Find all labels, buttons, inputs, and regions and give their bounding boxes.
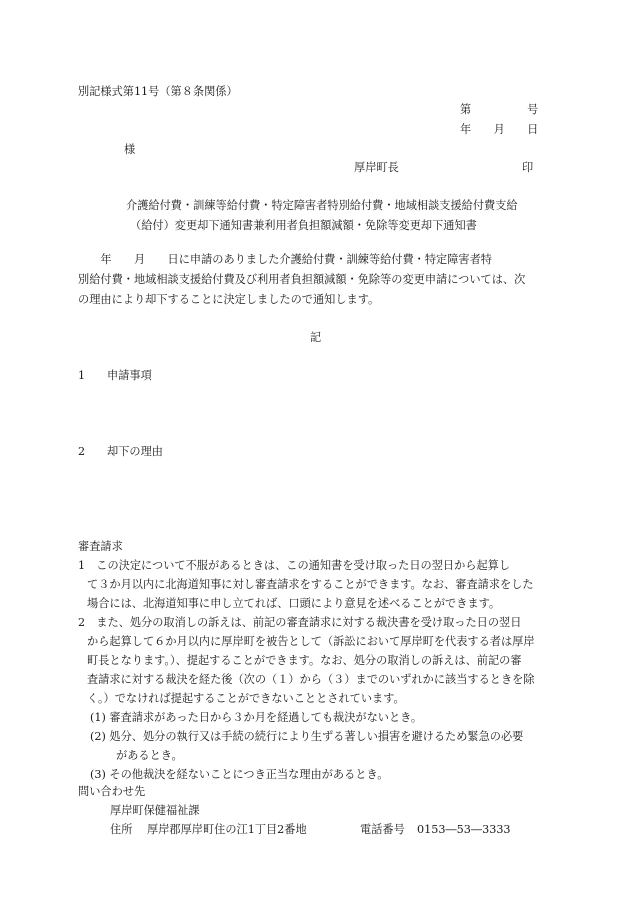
review-heading: 審査請求 <box>78 540 123 553</box>
item-2-label: 却下の理由 <box>107 445 163 458</box>
ki-heading: 記 <box>310 331 322 344</box>
contact-address: 厚岸郡厚岸町住の江1丁目2番地 <box>147 823 307 836</box>
title-line-1: 介護給付費・訓練等給付費・特定障害者特別給付費・地域相談支援給付費支給 <box>126 199 518 212</box>
review-p2-line-1: 2 また、処分の取消しの訴えは、前記の審査請求に対する裁決書を受け取った日の翌日 <box>78 616 522 629</box>
review-p1-line-2: て３か月以内に北海道知事に対し審査請求をすることができます。なお、審査請求をした <box>87 578 534 591</box>
issuer-name: 厚岸町長 <box>354 161 399 174</box>
contact-phone-label: 電話番号 <box>360 823 405 836</box>
review-p2-line-4: 査請求に対する裁決を経た後（次の（１）から（３）までのいずれかに該当するときを除 <box>87 673 535 686</box>
seal-mark: 印 <box>522 161 534 174</box>
review-p2-line-2: から起算して６か月以内に厚岸町を被告として（訴訟において厚岸町を代表する者は厚岸 <box>87 635 535 648</box>
item-1-number: 1 <box>78 369 86 382</box>
condition-3: (3) その他裁決を経ないことにつき正当な理由があるとき。 <box>90 768 389 781</box>
review-p1-line-3: 場合には、北海道知事に申し立てれば、口頭により意見を述べることができます。 <box>87 597 501 610</box>
condition-2-line-1: (2) 処分、処分の執行又は手続の続行により生ずる著しい損害を避けるため緊急の必要 <box>90 730 524 743</box>
title-line-2: （給付）変更却下通知書兼利用者負担額減額・免除等変更却下通知書 <box>130 219 477 232</box>
addressee-suffix: 様 <box>124 143 136 156</box>
review-p1-line-1: 1 この決定について不服があるときは、この通知書を受け取った日の翌日から起算し <box>78 559 511 572</box>
body-line-1: 年 月 日に申請のありました介護給付費・訓練等給付費・特定障害者特 <box>78 253 492 266</box>
body-line-2: 別給付費・地域相談支援給付費及び利用者負担額減額・免除等の変更申請については、次 <box>78 273 526 286</box>
review-p2-line-5: く。）でなければ提起することができないこととされています。 <box>87 692 405 705</box>
contact-phone: 0153―53―3333 <box>417 823 511 836</box>
condition-1: (1) 審査請求があった日から３か月を経過しても裁決がないとき。 <box>90 711 423 724</box>
form-label: 別記様式第11号（第８条関係） <box>78 85 238 98</box>
contact-department: 厚岸町保健福祉課 <box>110 804 200 817</box>
body-line-3: の理由により却下することに決定しましたので通知します。 <box>78 293 380 306</box>
contact-address-label: 住所 <box>110 823 133 836</box>
contact-heading: 問い合わせ先 <box>78 785 146 798</box>
condition-2-line-2: があるとき。 <box>116 749 183 762</box>
item-2-number: 2 <box>78 445 86 458</box>
document-date: 年 月 日 <box>460 123 539 136</box>
document-number: 第 号 <box>460 103 539 116</box>
review-p2-line-3: 町長となります。）、提起することができます。なお、処分の取消しの訴えは、前記の審 <box>87 654 522 667</box>
item-1-label: 申請事項 <box>107 369 152 382</box>
